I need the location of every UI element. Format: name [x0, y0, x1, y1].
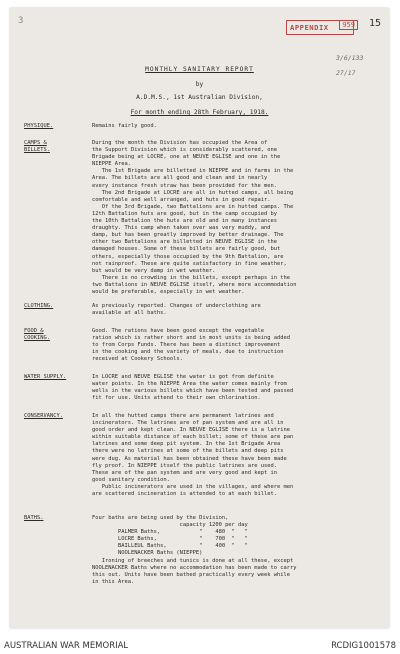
section-heading: BATHS. — [24, 515, 44, 521]
section-heading: FOOD & COOKING. — [24, 328, 50, 342]
section-body: Four baths are being used by the Division, capacity 1200 per day PALMER Baths, " 480 " " LOCRE Baths, " 700 " " BAILLEUL Baths, " 400 " " NOOLENACKER Baths (NIEPPE) Ironing of breeches and tunics is done at all these, except NOOLENACKER Baths where no accommodation has been made to carry this out. Units have been bathed practically every week while in this Area. — [92, 515, 297, 585]
corner-number: 3 — [18, 16, 24, 26]
section-body: Good. The rations have been good except the vegetable ration which is rather short and in most units is being added to from Corps Funds. There has been a distinct improvement in the cooking and the variety of meals, due to instruction received at Cookery Schools. — [92, 328, 290, 363]
stamp-label: APPENDIX — [286, 20, 354, 35]
pencil-note: 3/6/133 — [336, 54, 364, 62]
section-body: In all the hutted camps there are permanent latrines and incinerators. The latrines are of pan system and are all in good order and kept clean. In NEUVE EGLISE there is a latrine within suitable distance of each billet; some of these are pan latrines and some deep pit system. In the 1st Brigade Area there were no latrines at some of the billets and deep pits were dug. As material has been obtained these have been made fly proof. In NIEPPE itself the public latrines are used. These are of the pan system and are very good and kept in good sanitary condition. Public incinerators are used in the villages, and where men are scattered incineration is attended to at each billet. — [92, 413, 294, 498]
archive-id: RCDIG1001578 — [331, 641, 396, 651]
section-body: In LOCRE and NEUVE EGLISE the water is got from definite water points. In the NIEPPE Area the water comes mainly from wells in the various billets which have been tested and passed fit for use. Units attend to their own chlorination. — [92, 374, 294, 402]
document-page — [10, 8, 389, 628]
report-title: MONTHLY SANITARY REPORT — [145, 66, 254, 73]
section-heading: WATER SUPPLY. — [24, 374, 67, 380]
section-body: During the month the Division has occupied the Area of the Support Division which is considerably scattered, one Brigade being at LOCRE, one at NEUVE EGLISE and one in the NIEPPE Area. The 1st Brigade are billetted in NIEPPE and in farms in the Area. The billets are all good and clean and in nearly every instance fresh straw has been provided for the men. The 2nd Brigade at LOCRE are all in hutted camps, all being comfortable and well arranged, and huts in good repair. Of the 3rd Brigade, two Battalions are in hutted camps. The 12th Battalion huts are good, but in the camp occupied by the 10th Battalion the huts are old and in many instances draughty. This camp when taken over was very muddy, and damp, but has been greatly improved by better drainage. The other two Battalions are billetted in NEUVE EGLISE in the damaged houses. Some of these billets are fairly good, but others, especially those occupied by the 9th Battalion, are not rainproof. These are quite satisfactory in fine weather, but would be very damp in wet weather. There is no crowding in the billets, except perhaps in the two Battalions in NEUVE EGLISE itself, where more accommodation would be preferable, especially in wet weather. — [92, 140, 297, 295]
section-heading: CAMPS & BILLETS. — [24, 140, 50, 154]
archive-footer — [0, 630, 400, 654]
section-body: Remains fairly good. — [92, 123, 157, 129]
pencil-note: 27/17 — [336, 69, 356, 77]
report-period: For month ending 28th February, 1918. — [130, 109, 269, 116]
section-heading: PHYSIQUE. — [24, 123, 54, 129]
section-heading: CLOTHING. — [24, 303, 54, 309]
section-body: As previously reported. Changes of underclothing are available at all baths. — [92, 303, 261, 317]
report-by: by — [195, 81, 204, 88]
section-heading: CONSERVANCY. — [24, 413, 63, 419]
report-author: A.D.M.S., 1st Australian Division, — [136, 94, 263, 101]
page-number: 15 — [368, 18, 381, 29]
stamp-ref: 959 — [339, 20, 358, 30]
archive-source: AUSTRALIAN WAR MEMORIAL — [4, 641, 129, 651]
